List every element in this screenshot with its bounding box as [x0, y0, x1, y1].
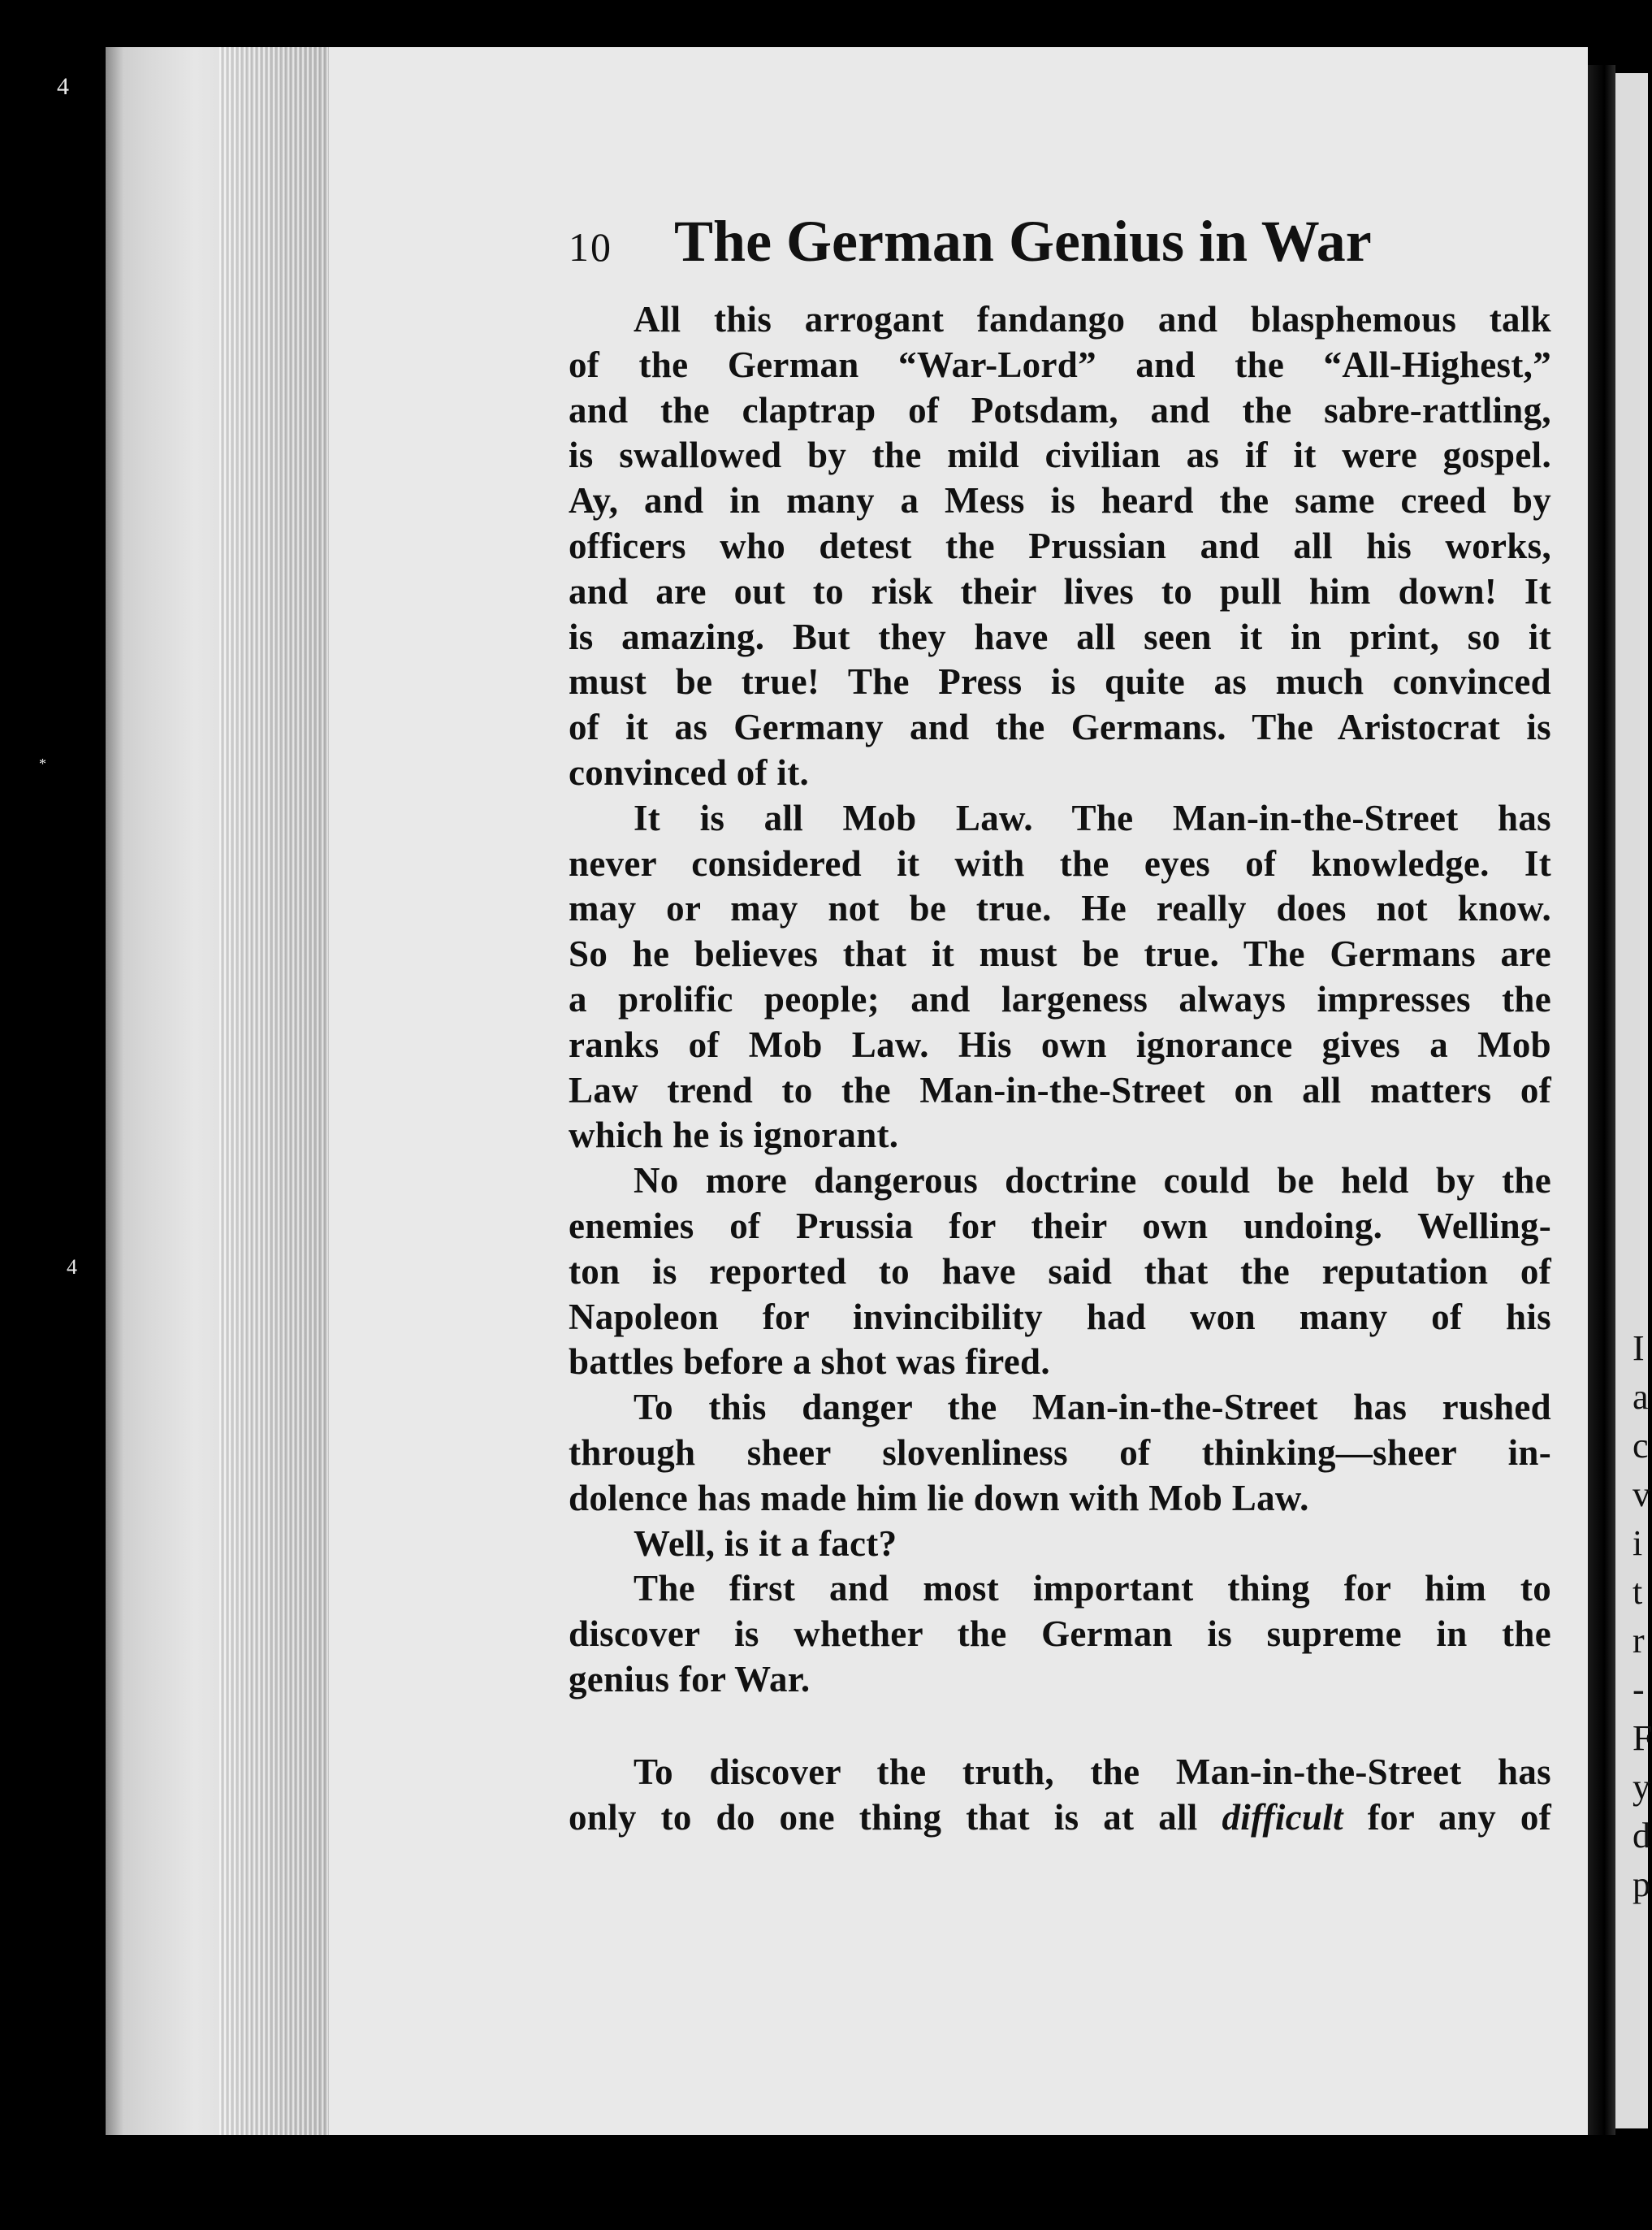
text-line: Well, is it a fact?: [634, 1522, 897, 1564]
facing-page-fragments: [1633, 1324, 1652, 1909]
scan-edge-mark: 4: [57, 73, 69, 100]
text-line: To discover the truth, the Man-in-the-Street has: [634, 1751, 1551, 1792]
page-number: 10: [569, 224, 612, 270]
final-paragraph: [569, 1750, 1551, 1841]
text-run: for any of: [1343, 1796, 1551, 1838]
text-line: may or may not be true. He really does not know.: [569, 888, 1551, 929]
text-line: No more dangerous doctrine could be held by the: [634, 1160, 1551, 1202]
text-line: battles before a shot was fired.: [569, 1341, 1050, 1383]
text-line: must be true! The Press is quite as much convinced: [569, 661, 1551, 703]
text-line: Law trend to the Man-in-the-Street on all matters of: [569, 1069, 1551, 1111]
text-line: dolence has made him lie down with Mob Law.: [569, 1477, 1309, 1518]
text-line: It is all Mob Law. The Man-in-the-Street has: [634, 797, 1551, 838]
text-line: ranks of Mob Law. His own ignorance gives a Mob: [569, 1024, 1551, 1065]
text-line: [569, 1795, 1551, 1841]
scan-bottom-band: [0, 2135, 1648, 2230]
text-line: To this danger the Man-in-the-Street has rushed: [634, 1387, 1551, 1428]
text-line: Ay, and in many a Mess is heard the same creed by: [569, 480, 1551, 522]
facing-page-letter: i: [1633, 1523, 1643, 1563]
text-line: discover is whether the German is supreme in the: [569, 1613, 1551, 1655]
facing-page-letter: I: [1633, 1328, 1645, 1368]
paragraph: [569, 796, 1551, 1158]
scan-edge-mark: 4: [67, 1255, 77, 1279]
facing-page-letter: d: [1633, 1816, 1650, 1855]
text-line: enemies of Prussia for their own undoing. Welling-: [569, 1205, 1551, 1246]
page-header: [569, 208, 1551, 297]
text-line: So he believes that it must be true. The Germans are: [569, 933, 1551, 975]
section-gap: [569, 1703, 1551, 1750]
facing-page-letter: a: [1633, 1377, 1649, 1417]
emphasized-word: difficult: [1222, 1796, 1343, 1838]
text-line: genius for War.: [569, 1658, 811, 1700]
paragraph: [569, 297, 1551, 796]
facing-page-letter: v: [1633, 1474, 1650, 1514]
text-line: and the claptrap of Potsdam, and the sabre-rattling,: [569, 389, 1551, 431]
gutter-shadow: [1588, 65, 1615, 2135]
running-title: The German Genius in War: [674, 209, 1372, 274]
text-line: of the German “War-Lord” and the “All-Highest,”: [569, 344, 1551, 385]
facing-page-letter: p: [1633, 1864, 1650, 1904]
text-line: and are out to risk their lives to pull him down! It: [569, 570, 1551, 612]
text-line: through sheer slovenliness of thinking—sheer in-: [569, 1431, 1551, 1473]
scan-edge-mark: *: [39, 756, 46, 772]
facing-page-letter: t: [1633, 1572, 1643, 1612]
text-line: never considered it with the eyes of knowledge. It: [569, 842, 1551, 884]
text-line: Napoleon for invincibility had won many of his: [569, 1296, 1551, 1337]
text-line: convinced of it.: [569, 751, 810, 793]
text-line: is swallowed by the mild civilian as if it were gospel.: [569, 435, 1551, 476]
text-line: is amazing. But they have all seen it in print, so it: [569, 616, 1551, 657]
facing-page-letter: -: [1633, 1669, 1645, 1709]
facing-page-letter: y: [1633, 1767, 1650, 1807]
text-line: The first and most important thing for him to: [634, 1568, 1551, 1609]
text-line: All this arrogant fandango and blasphemous talk: [634, 299, 1551, 340]
text-line: ton is reported to have said that the reputation of: [569, 1250, 1551, 1292]
paragraph: [569, 1158, 1551, 1385]
text-line: a prolific people; and largeness always impresses the: [569, 978, 1551, 1020]
page-text: [569, 208, 1551, 1840]
text-run: only to do one thing that is at all: [569, 1796, 1222, 1838]
facing-page-letter: c: [1633, 1426, 1649, 1466]
facing-page-letter: F: [1633, 1718, 1652, 1758]
facing-page-letter: r: [1633, 1621, 1645, 1661]
text-line: officers who detest the Prussian and all his works,: [569, 525, 1551, 566]
text-line: of it as Germany and the Germans. The Aristocrat is: [569, 707, 1551, 748]
paragraph: [569, 1522, 1551, 1567]
text-line: which he is ignorant.: [569, 1115, 899, 1156]
body-text: [569, 297, 1551, 1703]
paragraph: [569, 1566, 1551, 1702]
page-edge-stack: [219, 47, 329, 2135]
paragraph: [569, 1385, 1551, 1521]
